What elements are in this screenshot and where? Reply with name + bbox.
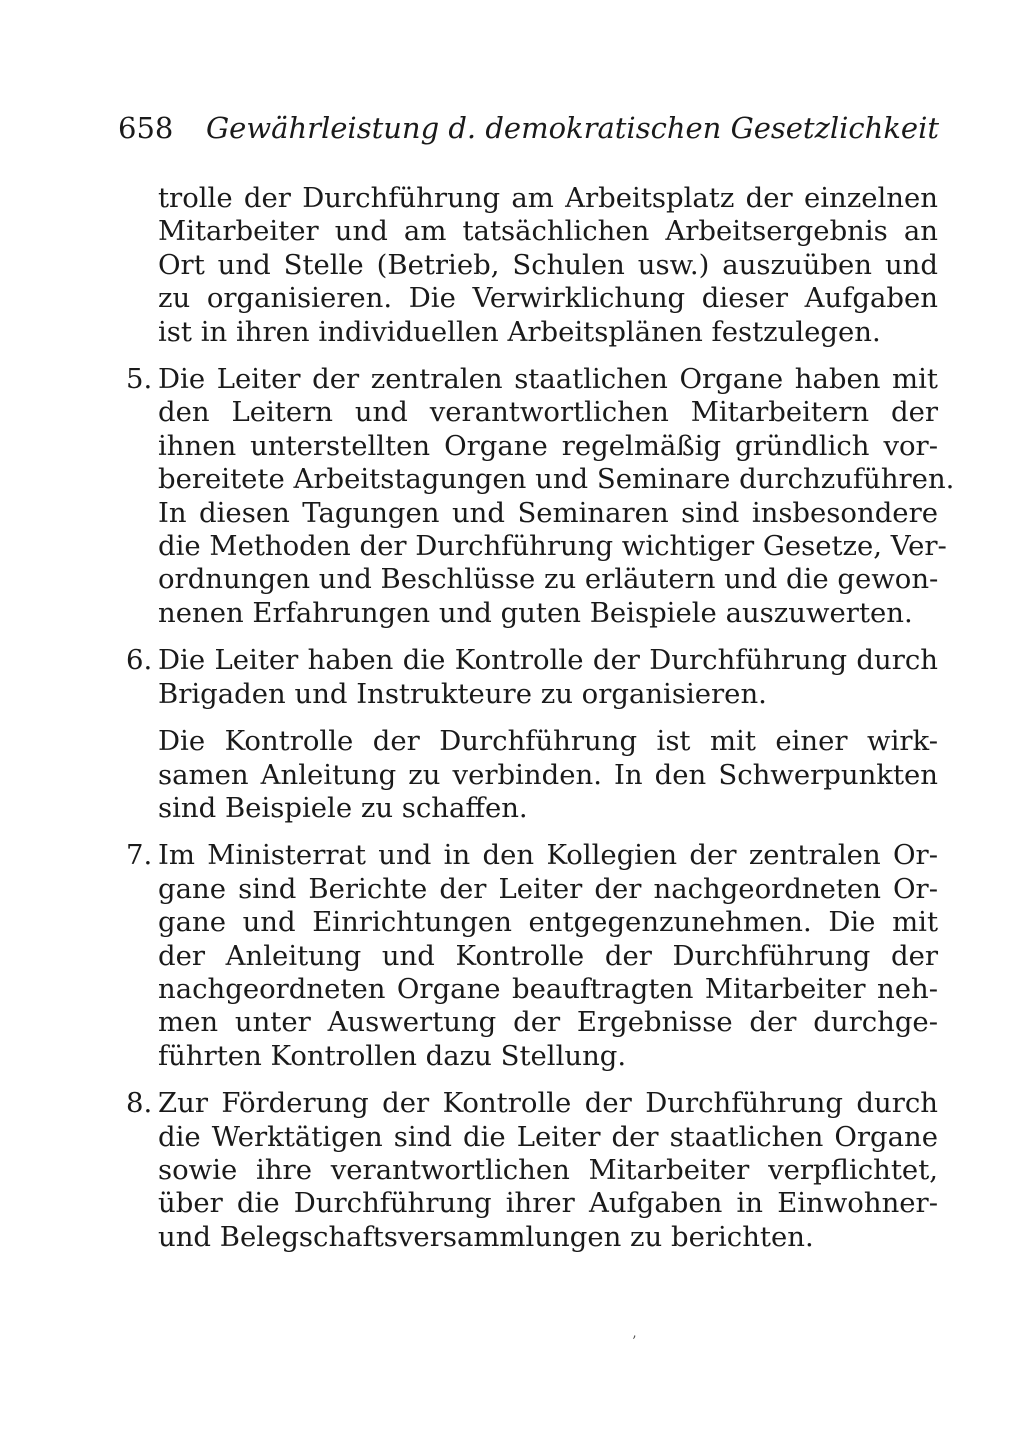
item-paragraph <box>158 363 955 630</box>
text-line: der Anleitung und Kontrolle der Durchführung der <box>158 939 938 972</box>
text-line: Im Ministerrat und in den Kollegien der zentralen Or- <box>158 839 938 872</box>
text-line: den Leitern und verantwortlichen Mitarbeitern der <box>158 396 938 429</box>
item-number: 5. <box>126 363 153 396</box>
text-line: ist in ihren individuellen Arbeitsplänen festzulegen. <box>158 315 881 348</box>
text-line: Die Leiter der zentralen staatlichen Organe haben mit <box>158 363 938 396</box>
text-line: gane sind Berichte der Leiter der nachgeordneten Or- <box>158 872 938 905</box>
text-line: und Belegschaftsversammlungen zu berichten. <box>158 1220 814 1253</box>
text-line: Ort und Stelle (Betrieb, Schulen usw.) auszuüben und <box>158 248 938 281</box>
page-number: 658 <box>118 111 174 145</box>
continuation-paragraph <box>158 182 938 349</box>
text-line: men unter Auswertung der Ergebnisse der durchge- <box>158 1006 938 1039</box>
text-line: führten Kontrollen dazu Stellung. <box>158 1039 627 1072</box>
text-line: ihnen unterstellten Organe regelmäßig gründlich vor- <box>158 429 938 462</box>
list-item-8 <box>126 1087 938 1254</box>
text-line: Mitarbeiter und am tatsächlichen Arbeitsergebnis an <box>158 215 938 248</box>
text-line: die Methoden der Durchführung wichtiger Gesetze, Ver- <box>158 530 947 563</box>
text-line: nachgeordneten Organe beauftragten Mitarbeiter neh- <box>158 972 938 1005</box>
text-line: Zur Förderung der Kontrolle der Durchführung durch <box>158 1087 938 1120</box>
item-paragraph <box>158 725 938 825</box>
running-head: Gewährleistung d. demokratischen Gesetzlichkeit <box>206 111 940 145</box>
item-number: 7. <box>126 839 153 872</box>
item-paragraph <box>158 644 938 711</box>
text-line: In diesen Tagungen und Seminaren sind insbesondere <box>158 496 938 529</box>
item-paragraph <box>158 839 938 1073</box>
page-body <box>126 182 955 1254</box>
text-line: zu organisieren. Die Verwirklichung dieser Aufgaben <box>158 282 938 315</box>
text-line: nenen Erfahrungen und guten Beispiele auszuwerten. <box>158 596 913 629</box>
text-line: bereitete Arbeitstagungen und Seminare durchzuführen. <box>158 463 955 496</box>
text-line: Die Leiter haben die Kontrolle der Durchführung durch <box>158 644 938 677</box>
item-paragraph <box>158 1087 938 1254</box>
text-line: gane und Einrichtungen entgegenzunehmen. Die mit <box>158 906 938 939</box>
text-line: Brigaden und Instrukteure zu organisieren. <box>158 677 767 710</box>
list-item-6 <box>126 644 938 825</box>
list-item-7 <box>126 839 938 1073</box>
text-line: trolle der Durchführung am Arbeitsplatz der einzelnen <box>158 182 938 214</box>
print-speck: ’ <box>632 1334 637 1350</box>
text-line: die Werktätigen sind die Leiter der staatlichen Organe <box>158 1120 938 1153</box>
text-line: samen Anleitung zu verbinden. In den Schwerpunkten <box>158 758 938 791</box>
text-line: ordnungen und Beschlüsse zu erläutern und die gewon- <box>158 563 939 596</box>
text-line: sind Beispiele zu schaffen. <box>158 791 528 824</box>
item-number: 6. <box>126 644 153 677</box>
list-item-5 <box>126 363 955 630</box>
page-header <box>118 110 940 146</box>
item-number: 8. <box>126 1087 153 1120</box>
text-line: über die Durchführung ihrer Aufgaben in Einwohner- <box>158 1187 938 1220</box>
text-line: Die Kontrolle der Durchführung ist mit einer wirk- <box>158 725 938 758</box>
text-line: sowie ihre verantwortlichen Mitarbeiter verpflichtet, <box>158 1153 938 1186</box>
